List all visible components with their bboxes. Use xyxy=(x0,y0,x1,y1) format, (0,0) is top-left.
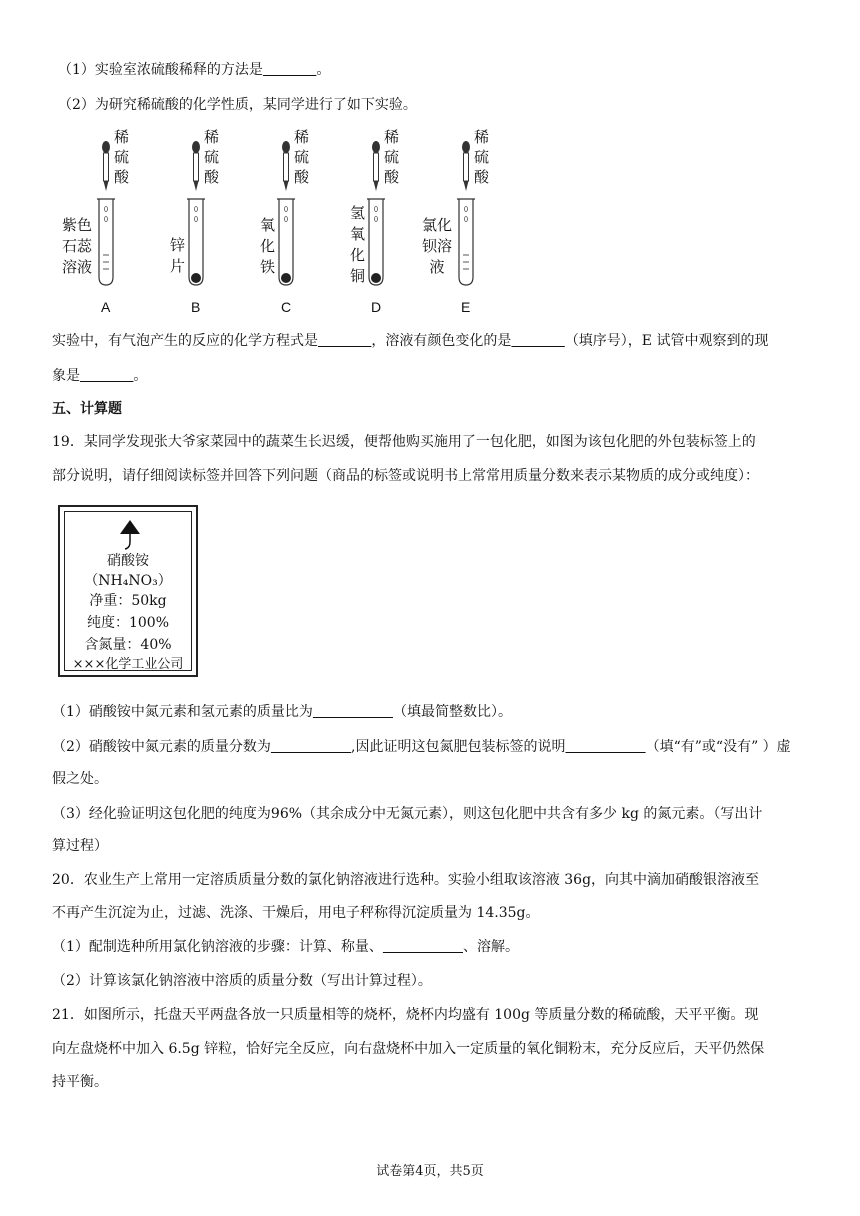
tube-content-label-line: 化 xyxy=(260,237,276,255)
tube-content-label-line: 溶液 xyxy=(62,258,93,276)
dropper-label-a xyxy=(114,127,129,187)
tube-letter-d: D xyxy=(371,299,382,315)
tube-content-label-line: 氯化 xyxy=(422,216,453,234)
dropper-label-char: 稀 xyxy=(294,128,310,146)
test-tube-figure xyxy=(58,125,518,320)
arrow-up-icon xyxy=(115,518,145,552)
dropper-label-char: 硫 xyxy=(114,148,130,166)
label-product-name: 硝酸铵 xyxy=(107,553,149,569)
tube-content-label-line: 钡溶 xyxy=(422,237,453,255)
q18-part1: （1）实验室浓硫酸稀释的方法是 。 xyxy=(58,62,331,78)
test-tube-b xyxy=(187,141,205,285)
dropper-label-char: 硫 xyxy=(294,148,310,166)
q21-line2: 向左盘烧杯中加入 6.5g 锌粒，恰好完全反应，向右盘烧杯中加入一定质量的氧化铜粉末，充分反应后，天平仍然保 xyxy=(52,1041,765,1057)
q20-sub1: （1）配制选种所用氯化钠溶液的步骤：计算、称量、 、溶解。 xyxy=(52,939,520,955)
tube-content-label-d xyxy=(350,203,365,287)
dropper-label-char: 酸 xyxy=(204,168,220,186)
q18-part3-cont: 象是 。 xyxy=(52,368,148,384)
q20-line2: 不再产生沉淀为止，过滤、洗涤、干燥后，用电子秤称得沉淀质量为 14.35g。 xyxy=(52,905,540,921)
label-company: ×××化学工业公司 xyxy=(72,657,184,672)
dropper-label-char: 硫 xyxy=(204,148,220,166)
dropper-label-char: 硫 xyxy=(384,148,400,166)
dropper-label-d xyxy=(384,127,399,187)
tube-content-label-line: 氢 xyxy=(350,204,366,222)
tube-content-label-e xyxy=(422,215,452,278)
dropper-label-c xyxy=(294,127,309,187)
dropper-label-char: 酸 xyxy=(294,168,310,186)
tube-content-label-line: 氧 xyxy=(260,216,276,234)
fertilizer-label xyxy=(58,505,198,677)
dropper-label-e xyxy=(474,127,489,187)
tube-letter-c: C xyxy=(281,299,292,315)
q19-sub3: （3）经化验证明这包化肥的纯度为96%（其余成分中无氮元素），则这包化肥中共含有多少 kg 的氮元素。（写出计 xyxy=(52,806,763,822)
tube-letter-e: E xyxy=(461,299,471,315)
test-tube-e xyxy=(457,141,475,285)
tube-content-label-a xyxy=(62,215,92,278)
q19-sub2: （2）硝酸铵中氮元素的质量分数为 ,因此证明这包氮肥包装标签的说明 （填“有”或“没有” ）虚 xyxy=(52,739,791,755)
q19-sub1: （1）硝酸铵中氮元素和氢元素的质量比为 （填最简整数比）。 xyxy=(52,704,513,720)
q18-part3: 实验中，有气泡产生的反应的化学方程式是 ，溶液有颜色变化的是 （填序号），E 试管中观察到的现 xyxy=(52,333,769,349)
section-heading: 五、计算题 xyxy=(52,401,122,417)
q20-line1: 20．农业生产上常用一定溶质质量分数的氯化钠溶液进行选种。实验小组取该溶液 36g，向其中滴加硝酸银溶液至 xyxy=(52,872,760,888)
tube-content-label-line: 化 xyxy=(350,246,366,264)
label-formula: （NH₄NO₃） xyxy=(84,573,172,589)
dropper-label-char: 稀 xyxy=(384,128,400,146)
q19-line1: 19．某同学发现张大爷家菜园中的蔬菜生长迟缓，便帮他购买施用了一包化肥，如图为该包化肥的外包装标签上的 xyxy=(52,434,756,450)
q18-part2: （2）为研究稀硫酸的化学性质，某同学进行了如下实验。 xyxy=(58,97,417,113)
test-tube-a xyxy=(97,141,115,285)
dropper-label-char: 稀 xyxy=(474,128,490,146)
q19-sub3-cont: 算过程） xyxy=(52,838,108,854)
tube-content-label-line: 紫色 xyxy=(62,216,93,234)
dropper-label-char: 稀 xyxy=(114,128,130,146)
tube-content-label-line: 液 xyxy=(429,258,445,276)
dropper-label-char: 稀 xyxy=(204,128,220,146)
tube-letter-b: B xyxy=(191,299,201,315)
tube-content-label-line: 石蕊 xyxy=(62,237,93,255)
label-nitrogen: 含氮量：40% xyxy=(84,637,172,653)
dropper-label-char: 硫 xyxy=(474,148,490,166)
dropper-label-char: 酸 xyxy=(474,168,490,186)
tube-content-label-b xyxy=(170,235,185,277)
q19-sub2-cont: 假之处。 xyxy=(52,771,108,787)
dropper-label-char: 酸 xyxy=(114,168,130,186)
q20-sub2: （2）计算该氯化钠溶液中溶质的质量分数（写出计算过程）。 xyxy=(52,973,432,989)
q19-line2: 部分说明，请仔细阅读标签并回答下列问题（商品的标签或说明书上常常用质量分数来表示某物质的成分或纯度）： xyxy=(52,468,759,484)
tube-content-label-line: 铜 xyxy=(350,267,366,285)
test-tube-d xyxy=(367,141,385,285)
tube-content-label-c xyxy=(260,215,275,278)
tube-content-label-line: 片 xyxy=(170,257,186,275)
test-tube-c xyxy=(277,141,295,285)
page-footer: 试卷第4页，共5页 xyxy=(376,1164,484,1179)
tube-content-label-line: 铁 xyxy=(260,258,276,276)
dropper-label-char: 酸 xyxy=(384,168,400,186)
label-net-weight: 净重：50kg xyxy=(89,593,167,609)
label-purity: 纯度：100% xyxy=(86,615,170,631)
tube-content-label-line: 氧 xyxy=(350,225,366,243)
q21-line3: 持平衡。 xyxy=(52,1074,108,1090)
q21-line1: 21．如图所示，托盘天平两盘各放一只质量相等的烧杯，烧杯内均盛有 100g 等质量分数的稀硫酸，天平平衡。现 xyxy=(52,1007,759,1023)
tube-letter-a: A xyxy=(101,299,111,315)
tube-content-label-line: 锌 xyxy=(170,236,186,254)
dropper-label-b xyxy=(204,127,219,187)
